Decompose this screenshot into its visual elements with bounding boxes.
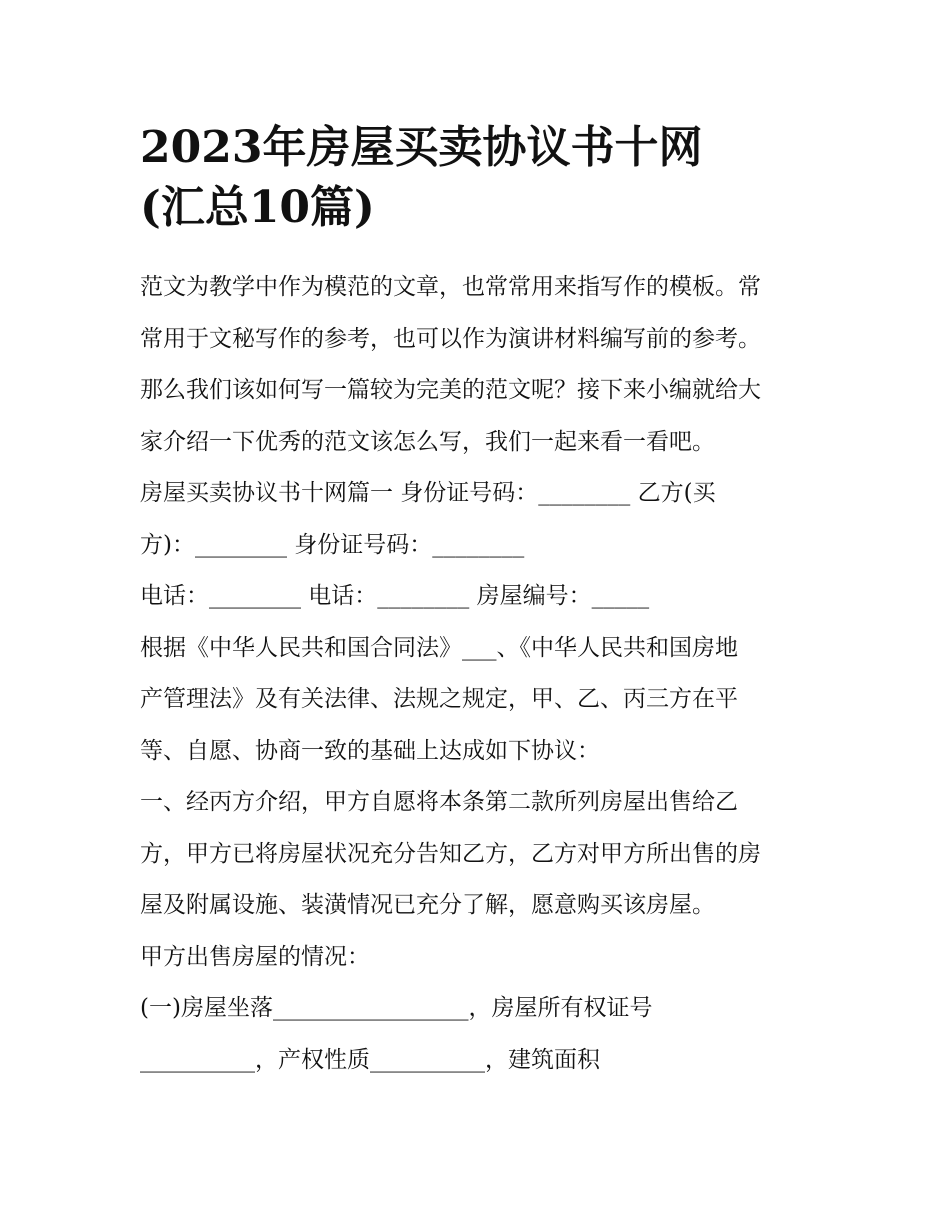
body-line: 常用于文秘写作的参考，也可以作为演讲材料编写前的参考。	[140, 325, 761, 352]
body-line: 方)：________ 身份证号码：________	[140, 531, 525, 558]
body-line: 屋及附属设施、装潢情况已充分了解，愿意购买该房屋。	[140, 892, 715, 918]
title-line-2: (汇总10篇)	[140, 182, 375, 233]
body-line: (一)房屋坐落_________________，房屋所有权证号	[140, 995, 653, 1021]
body-line: 房屋买卖协议书十网篇一 身份证号码：________ 乙方(买	[140, 480, 716, 506]
document-page	[140, 118, 830, 1086]
body-line: 家介绍一下优秀的范文该怎么写，我们一起来看一看吧。	[140, 428, 715, 455]
title-line-1: 2023年房屋买卖协议书十网	[140, 122, 703, 173]
body-line: 电话：________ 电话：________ 房屋编号：_____	[140, 583, 650, 609]
body-line: 范文为教学中作为模范的文章，也常常用来指写作的模板。常	[140, 274, 761, 300]
body-line: 产管理法》及有关法律、法规之规定，甲、乙、丙三方在平	[140, 686, 738, 712]
body-line: 方，甲方已将房屋状况充分告知乙方，乙方对甲方所出售的房	[140, 840, 761, 867]
body-line: 根据《中华人民共和国合同法》___、《中华人民共和国房地	[140, 634, 738, 661]
body-line: 那么我们该如何写一篇较为完美的范文呢？接下来小编就给大	[140, 377, 761, 403]
body-line: 一、经丙方介绍，甲方自愿将本条第二款所列房屋出售给乙	[140, 789, 738, 815]
document-body	[140, 262, 830, 1086]
body-line: __________，产权性质__________，建筑面积	[140, 1046, 600, 1073]
body-line: 等、自愿、协商一致的基础上达成如下协议：	[140, 737, 600, 764]
body-line: 甲方出售房屋的情况：	[140, 943, 370, 970]
document-title	[140, 118, 830, 238]
